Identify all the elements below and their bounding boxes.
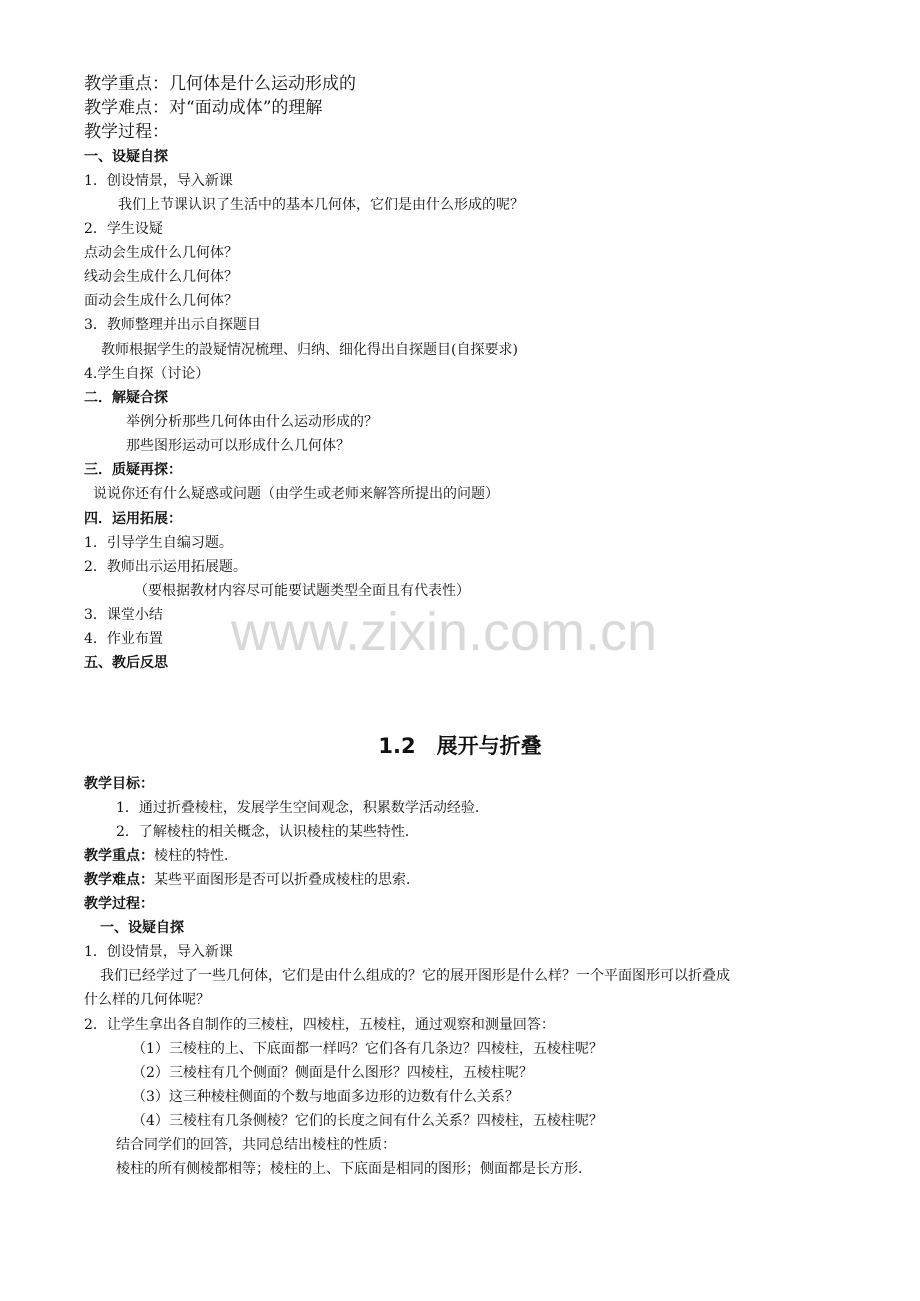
section-heading-5: 五、教后反思 (84, 655, 168, 671)
list-item: 4.学生自探（讨论） (84, 366, 210, 382)
note-line: （要根据教材内容尽可能要试题类型全面且有代表性） (134, 583, 470, 599)
question-line: 线动会生成什么几何体？ (84, 269, 238, 285)
lesson-title: 1.2 展开与折叠 (378, 734, 542, 758)
summary-text: 棱柱的所有侧棱都相等；棱柱的上、下底面是相同的图形；侧面都是长方形． (116, 1161, 592, 1177)
list-item: 3．教师整理并出示自探题目 (84, 317, 261, 333)
process-heading: 教学过程： (84, 896, 154, 912)
list-item: 3．课堂小结 (84, 607, 163, 623)
paragraph: 那些图形运动可以形成什么几何体？ (126, 438, 350, 454)
paragraph-continued: 什么样的几何体呢？ (84, 992, 210, 1008)
section-heading-2: 二．解疑合探 (84, 390, 168, 406)
section-heading-1: 一、设疑自探 (84, 149, 168, 165)
goals-label: 教学目标： (84, 776, 154, 792)
list-item: 2．让学生拿出各自制作的三棱柱，四棱柱，五棱柱，通过观察和测量回答： (84, 1017, 555, 1033)
paragraph: 教师根据学生的設疑情况梳理、归纳、细化得出自探题目(自探要求) (101, 342, 518, 358)
section-heading-4: 四．运用拓展： (84, 511, 182, 527)
list-item: 4．作业布置 (84, 631, 163, 647)
key-text: 棱柱的特性． (154, 848, 238, 864)
section-heading-3: 三．质疑再探： (84, 462, 182, 478)
sub-question: （4）三棱柱有几条侧棱？它们的长度之间有什么关系？四棱柱，五棱柱呢？ (132, 1113, 603, 1129)
difficulty-line: 教学难点：对“面动成体”的理解 (84, 98, 323, 118)
key-point-line (84, 849, 238, 863)
process-heading: 教学过程： (84, 122, 169, 142)
sub-question: （2）三棱柱有几个侧面？侧面是什么图形？四棱柱，五棱柱呢？ (132, 1065, 533, 1081)
difficulty-text: 某些平面图形是否可以折叠成棱柱的思索． (154, 872, 420, 888)
list-item: 1．创设情景，导入新课 (84, 173, 233, 189)
sub-question: （1）三棱柱的上、下底面都一样吗？它们各有几条边？四棱柱，五棱柱呢？ (132, 1041, 603, 1057)
paragraph: 我们已经学过了一些几何体，它们是由什么组成的？它的展开图形是什么样？一个平面图形可以折叠成 (100, 968, 730, 984)
summary-line: 结合同学们的回答，共同总结出棱柱的性质： (116, 1137, 396, 1153)
list-item: 2．学生设疑 (84, 221, 163, 237)
paragraph: 说说你还有什么疑惑或问题（由学生或老师来解答所提出的问题） (93, 486, 499, 502)
difficulty-label: 教学难点： (84, 872, 154, 888)
key-point-line: 教学重点：几何体是什么运动形成的 (84, 74, 356, 94)
watermark: www.zixin.com.cn (231, 602, 658, 662)
paragraph: 举例分析那些几何体由什么运动形成的？ (126, 414, 378, 430)
difficulty-line (84, 873, 420, 887)
section-heading-1: 一、设疑自探 (100, 920, 184, 936)
sub-question: （3）这三种棱柱侧面的个数与地面多边形的边数有什么关系？ (132, 1089, 519, 1105)
list-item: 1．创设情景，导入新课 (84, 944, 233, 960)
question-line: 面动会生成什么几何体？ (84, 293, 238, 309)
goal-item: 1．通过折叠棱柱，发展学生空间观念，积累数学活动经验． (116, 800, 489, 816)
paragraph: 我们上节课认识了生活中的基本几何体，它们是由什么形成的呢？ (118, 197, 524, 213)
goal-item: 2．了解棱柱的相关概念，认识棱柱的某些特性． (116, 824, 419, 840)
question-line: 点动会生成什么几何体？ (84, 245, 238, 261)
list-item: 1．引导学生自编习题。 (84, 535, 233, 551)
key-label: 教学重点： (84, 848, 154, 864)
list-item: 2．教师出示运用拓展题。 (84, 559, 247, 575)
